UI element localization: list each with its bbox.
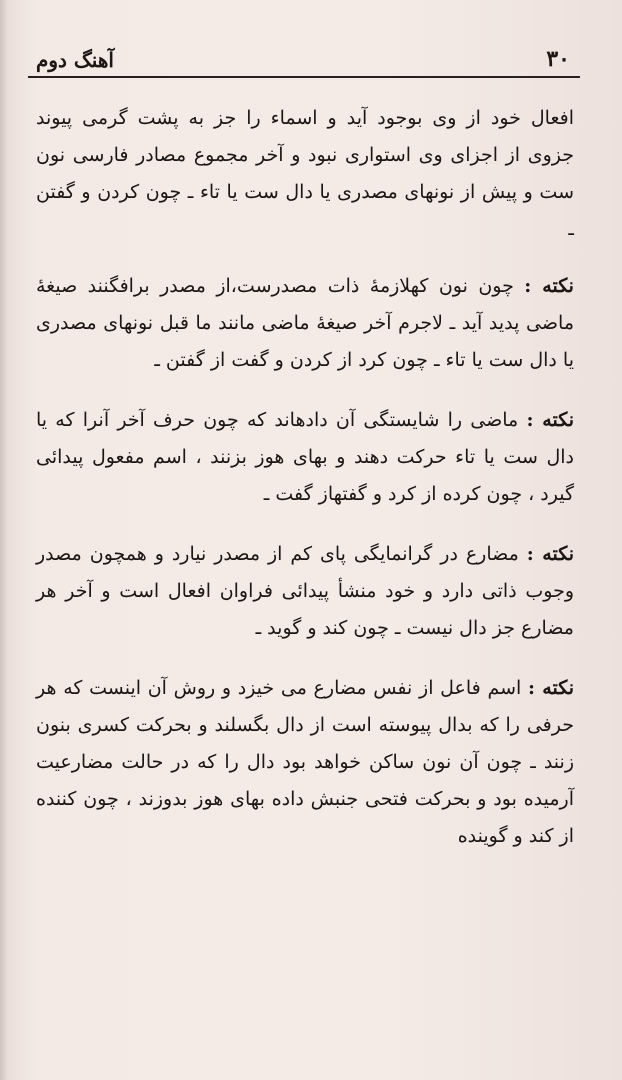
- header-rule: [28, 76, 580, 78]
- page-binding-shadow: [0, 0, 8, 1080]
- paragraph-text: چون نون کهلازمهٔ ذات مصدرست،از مصدر برافگنند صیغهٔ ماضی پدید آید ـ لاجرم آخر صیغهٔ ماضی مانند ما قبل نونهای مصدری یا دال ست یا تاء ـ چون کرد از کردن و گفت از گفتن ـ: [36, 275, 574, 371]
- paragraph-1: [36, 100, 574, 248]
- page-header: [28, 40, 580, 80]
- note-label: نکته :: [524, 275, 574, 297]
- paragraph-5: [36, 670, 574, 855]
- paragraph-4: [36, 536, 574, 647]
- paragraph-text: ماضی را شایستگی آن دادهاند که چون حرف آخر آنرا که یا دال ست یا تاء حرکت دهند و بهای هوز بزنند ، اسم مفعول پیدائی گیرد ، چون کرده از کرد و گفتهاز گفت ـ: [36, 409, 574, 505]
- paragraph-text: افعال خود از وی بوجود آید و اسماء را جز به پشت گرمی پیوند جزوی از اجزای وی استواری نبود و آخر مجموع مصادر فارسی نون ست و پیش از نونهای مصدری یا دال ست یا تاء ـ چون کردن و گفتن ـ: [36, 107, 574, 240]
- paragraph-2: [36, 268, 574, 379]
- note-label: نکته :: [528, 677, 574, 699]
- paragraph-text: اسم فاعل از نفس مضارع می خیزد و روش آن اینست که هر حرفی را که بدال پیوسته است از دال بگسلند و بحرکت کسری بنون زنند ـ چون آن نون ساکن خواهد بود دال را که در حالت مضارعیت آرمیده بود و بحرکت فتحی جنبش داده بهای هوز بدوزند ، چون کننده از کند و گوینده: [36, 677, 574, 847]
- page-number: ۳۰: [546, 46, 570, 72]
- paragraph-text: مضارع در گرانمایگی پای کم از مصدر نیارد و همچون مصدر وجوب ذاتی دارد و خود منشأ پیدائی فراوان افعال است و آخر هر مضارع جز دال نیست ـ چون کند و گوید ـ: [36, 543, 574, 639]
- note-label: نکته :: [526, 543, 574, 565]
- note-label: نکته :: [526, 409, 574, 431]
- running-title: آهنگ دوم: [36, 48, 114, 72]
- paragraph-3: [36, 402, 574, 513]
- body-text: [36, 100, 574, 878]
